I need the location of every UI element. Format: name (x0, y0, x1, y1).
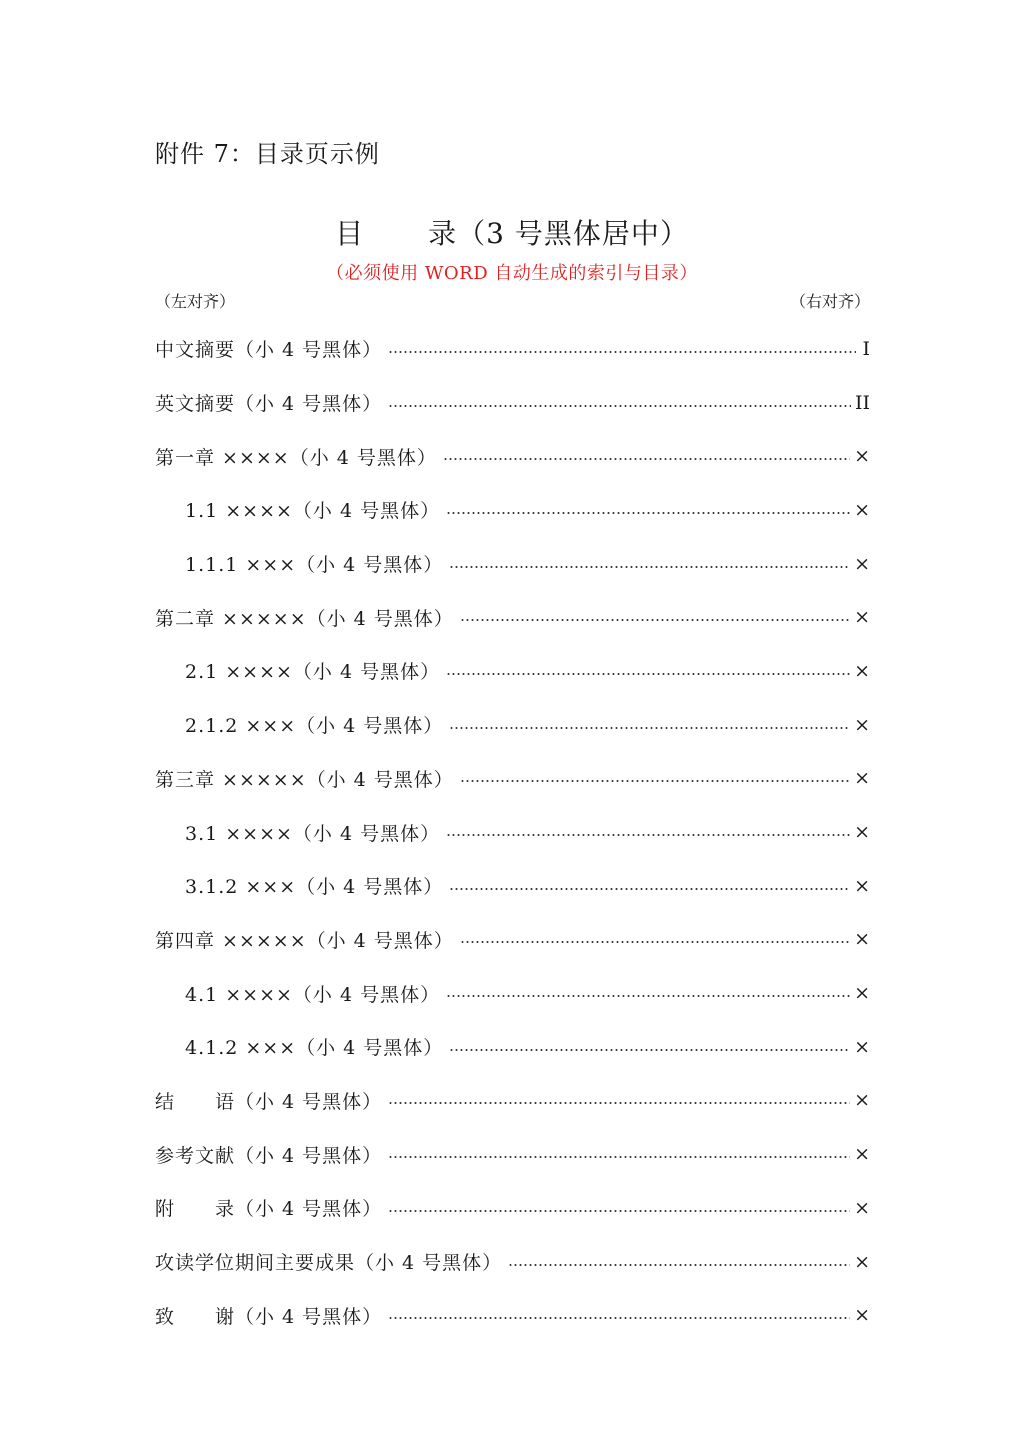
toc-entry-label: 2.1 ××××（小 4 号黑体） (185, 661, 441, 684)
toc-entry-page: × (854, 1304, 870, 1327)
toc-entry[interactable] (155, 805, 870, 859)
dot-leader (449, 727, 850, 729)
dot-leader (446, 512, 850, 514)
dot-leader (508, 1264, 850, 1266)
toc-entry-label: 3.1.2 ×××（小 4 号黑体） (185, 876, 444, 899)
toc-title-part2: 录（3 号黑体居中） (428, 217, 689, 250)
dot-leader (388, 1156, 850, 1158)
toc-entry-page: × (854, 498, 870, 521)
dot-leader (388, 1210, 850, 1212)
toc-entry[interactable] (155, 698, 870, 752)
dot-leader (446, 995, 850, 997)
toc-entry-page: × (854, 1035, 870, 1058)
right-align-note: （右对齐） (789, 292, 870, 311)
dot-leader (388, 405, 851, 407)
toc-entry[interactable] (155, 429, 870, 483)
toc-entry-page: × (854, 1196, 870, 1219)
toc-entry-label: 第四章 ×××××（小 4 号黑体） (155, 929, 454, 952)
toc-entry-label: 第一章 ××××（小 4 号黑体） (155, 446, 437, 469)
toc-entry-page: × (854, 1250, 870, 1273)
dot-leader (443, 458, 850, 460)
toc-entry-page: × (854, 445, 870, 468)
toc-entry-page: × (854, 928, 870, 951)
dot-leader (446, 673, 850, 675)
toc-entry-label: 第三章 ×××××（小 4 号黑体） (155, 768, 454, 791)
dot-leader (449, 888, 850, 890)
toc-entry-page: × (854, 713, 870, 736)
toc-entry-label: 3.1 ××××（小 4 号黑体） (185, 822, 441, 845)
toc-entry[interactable] (155, 1181, 870, 1235)
dot-leader (388, 351, 856, 353)
dot-leader (460, 941, 850, 943)
toc-entry[interactable] (155, 1127, 870, 1181)
toc-entry[interactable] (155, 752, 870, 806)
toc-entry-label: 4.1 ××××（小 4 号黑体） (185, 983, 441, 1006)
dot-leader (449, 1049, 850, 1051)
dot-leader (460, 619, 850, 621)
toc-entry[interactable] (155, 322, 870, 376)
toc-entry-label: 致 谢（小 4 号黑体） (155, 1305, 383, 1328)
toc-entry[interactable] (155, 1020, 870, 1074)
toc-entry-label: 4.1.2 ×××（小 4 号黑体） (185, 1037, 444, 1060)
toc-entry[interactable] (155, 483, 870, 537)
toc-subtitle-note: （必须使用 WORD 自动生成的索引与目录） (326, 263, 698, 284)
toc-entry[interactable] (155, 644, 870, 698)
toc-entry-label: 2.1.2 ×××（小 4 号黑体） (185, 715, 444, 738)
toc-entry[interactable] (155, 537, 870, 591)
dot-leader (449, 566, 850, 568)
toc-entry-label: 附 录（小 4 号黑体） (155, 1198, 383, 1221)
toc-entry-label: 参考文献（小 4 号黑体） (155, 1144, 383, 1167)
toc-entry-label: 中文摘要（小 4 号黑体） (155, 339, 383, 362)
toc-title-part1: 目 (335, 217, 365, 250)
dot-leader (388, 1317, 850, 1319)
toc-entry[interactable] (155, 376, 870, 430)
toc-list (155, 322, 870, 1342)
toc-entry-page: × (854, 606, 870, 629)
dot-leader (460, 780, 850, 782)
toc-entry-page: × (854, 767, 870, 790)
toc-entry-page: I (862, 337, 870, 360)
toc-entry[interactable] (155, 913, 870, 967)
toc-entry-page: × (854, 874, 870, 897)
toc-entry[interactable] (155, 1288, 870, 1342)
attachment-label: 附件 7：目录页示例 (155, 140, 380, 168)
toc-entry-label: 1.1.1 ×××（小 4 号黑体） (185, 554, 444, 577)
toc-entry-page: × (854, 821, 870, 844)
toc-entry[interactable] (155, 966, 870, 1020)
toc-title (0, 212, 1024, 252)
toc-entry-page: × (854, 1143, 870, 1166)
dot-leader (446, 834, 850, 836)
toc-entry[interactable] (155, 1235, 870, 1289)
toc-entry-label: 结 语（小 4 号黑体） (155, 1090, 383, 1113)
toc-entry-page: II (854, 391, 870, 414)
toc-entry-label: 攻读学位期间主要成果（小 4 号黑体） (155, 1252, 503, 1275)
toc-entry-page: × (854, 1089, 870, 1112)
toc-entry-label: 第二章 ×××××（小 4 号黑体） (155, 607, 454, 630)
toc-entry[interactable] (155, 859, 870, 913)
toc-entry-label: 英文摘要（小 4 号黑体） (155, 393, 383, 416)
toc-entry-page: × (854, 552, 870, 575)
toc-entry-page: × (854, 982, 870, 1005)
toc-entry[interactable] (155, 590, 870, 644)
toc-entry[interactable] (155, 1074, 870, 1128)
dot-leader (388, 1102, 850, 1104)
toc-entry-page: × (854, 659, 870, 682)
left-align-note: （左对齐） (155, 292, 236, 311)
toc-entry-label: 1.1 ××××（小 4 号黑体） (185, 500, 441, 523)
